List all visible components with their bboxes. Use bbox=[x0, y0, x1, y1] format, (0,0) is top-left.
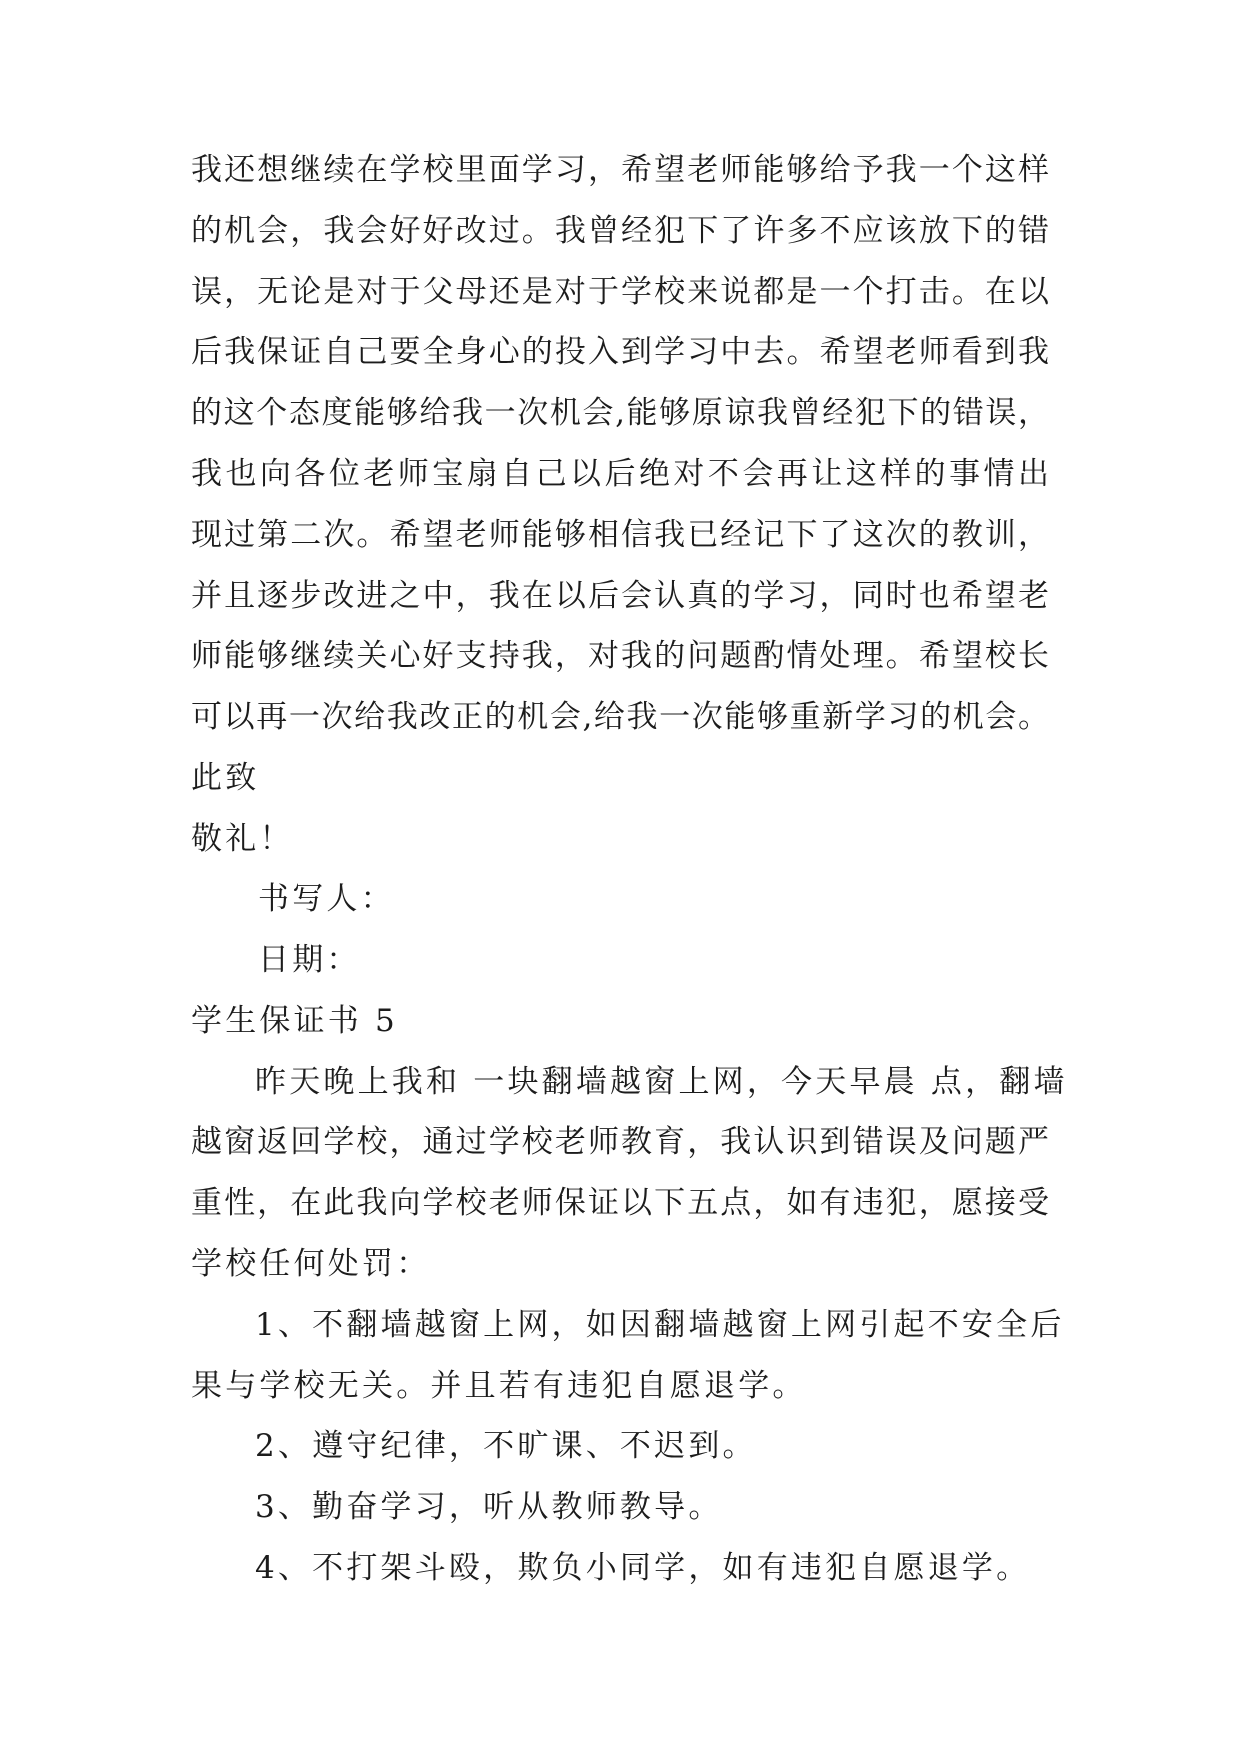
body-text-line: 并且逐步改进之中，我在以后会认真的学习，同时也希望老 bbox=[191, 578, 1049, 614]
body-text-line: 昨天晚上我和 一块翻墙越窗上网，今天早晨 点，翻墙 bbox=[255, 1064, 1068, 1100]
body-text-line: 的机会，我会好好改过。我曾经犯下了许多不应该放下的错 bbox=[191, 213, 1049, 249]
list-item: 2、遵守纪律，不旷课、不迟到。 bbox=[255, 1428, 757, 1464]
body-text-line: 可以再一次给我改正的机会,给我一次能够重新学习的机会。 bbox=[191, 699, 1049, 735]
body-text-line: 师能够继续关心好支持我，对我的问题酌情处理。希望校长 bbox=[191, 638, 1049, 674]
closing-line: 此致 bbox=[191, 760, 260, 796]
body-text-line: 我还想继续在学校里面学习，希望老师能够给予我一个这样 bbox=[191, 152, 1049, 188]
date-label: 日期： bbox=[258, 942, 361, 978]
body-text-line: 后我保证自己要全身心的投入到学习中去。希望老师看到我 bbox=[191, 334, 1049, 370]
body-text-line: 我也向各位老师宝扇自己以后绝对不会再让这样的事情出 bbox=[191, 456, 1049, 492]
body-text-line: 的这个态度能够给我一次机会,能够原谅我曾经犯下的错误， bbox=[191, 395, 1049, 431]
section-heading: 学生保证书 5 bbox=[191, 1003, 398, 1039]
body-text-line: 误，无论是对于父母还是对于学校来说都是一个打击。在以 bbox=[191, 274, 1049, 310]
list-item: 1、不翻墙越窗上网，如因翻墙越窗上网引起不安全后 bbox=[255, 1307, 1065, 1343]
list-item-continuation: 果与学校无关。并且若有违犯自愿退学。 bbox=[191, 1368, 807, 1404]
salutation-line: 敬礼！ bbox=[191, 821, 294, 857]
body-text-line: 越窗返回学校，通过学校老师教育，我认识到错误及问题严 bbox=[191, 1124, 1049, 1160]
body-text-line: 重性，在此我向学校老师保证以下五点，如有违犯，愿接受 bbox=[191, 1185, 1049, 1221]
signature-label: 书写人： bbox=[258, 881, 395, 917]
list-item: 4、不打架斗殴，欺负小同学，如有违犯自愿退学。 bbox=[255, 1550, 1031, 1586]
body-text-line: 现过第二次。希望老师能够相信我已经记下了这次的教训， bbox=[191, 517, 1049, 553]
list-item: 3、勤奋学习，听从教师教导。 bbox=[255, 1489, 723, 1525]
body-text-line: 学校任何处罚： bbox=[191, 1246, 431, 1282]
